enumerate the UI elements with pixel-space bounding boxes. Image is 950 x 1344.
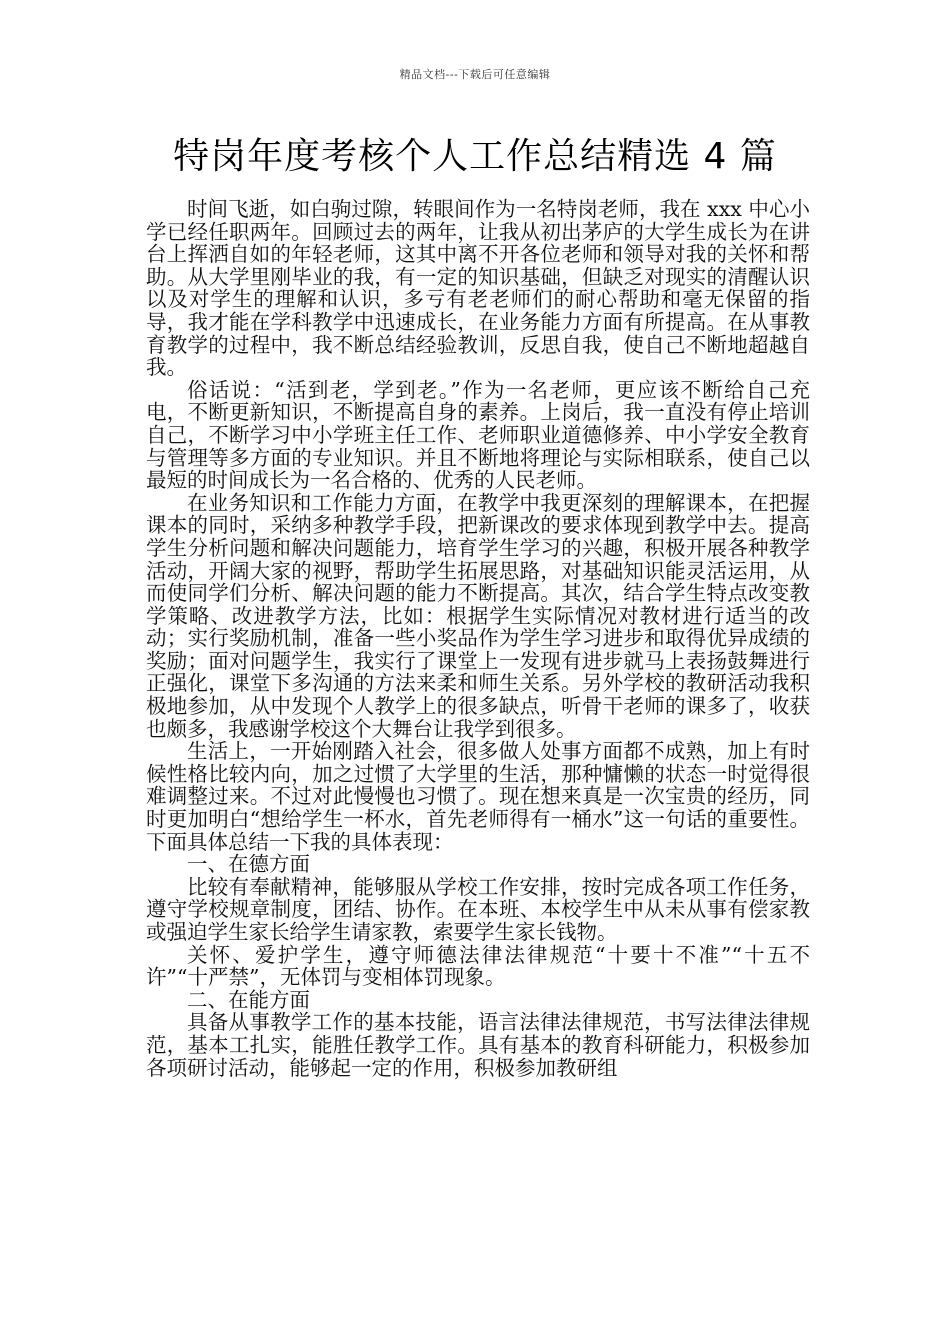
paragraph: 比较有奉献精神，能够服从学校工作安排，按时完成各项工作任务，遵守学校规章制度，团结、协作。在本班、本校学生中从未从事有偿家教或强迫学生家长给学生请家教，索要学生家长钱物。 xyxy=(146,874,810,944)
section-heading: 二、在能方面 xyxy=(187,987,310,1012)
paragraph: 具备从事教学工作的基本技能，语言法律法律规范，书写法律法律规范，基本工扎实，能胜任教学工作。具有基本的教育科研能力，积极参加各项研讨活动，能够起一定的作用，积极参加教研组 xyxy=(146,1010,810,1080)
paragraph: 时间飞逝，如白驹过隙，转眼间作为一名特岗老师，我在 xxx 中心小学已经任职两年。回顾过去的两年，让我从初出茅庐的大学生成长为在讲台上挥洒自如的年轻老师，这其中离不开各位老师和领导对我的关怀和帮助。从大学里刚毕业的我，有一定的知识基础，但缺乏对现实的清醒认识以及对学生的理解和认识，多亏有老老师们的耐心帮助和毫无保留的指导，我才能在学科教学中迅速成长，在业务能力方面有所提高。在从事教育教学的过程中，我不断总结经验教训，反思自我，使自己不断地超越自我。 xyxy=(146,197,810,380)
paragraph: 关怀、爱护学生，遵守师德法律法律规范“十要十不准”“十五不许”“十严禁”，无体罚与变相体罚现象。 xyxy=(146,942,810,990)
paragraph: 生活上，一开始刚踏入社会，很多做人处事方面都不成熟，加上有时候性格比较内向，加之过惯了大学里的生活，那种慵懒的状态一时觉得很难调整过来。不过对此慢慢也习惯了。现在想来真是一次宝贵的经历，同时更加明白“想给学生一杯水，首先老师得有一桶水”这一句话的重要性。下面具体总结一下我的具体表现： xyxy=(146,739,810,854)
paragraph: 在业务知识和工作能力方面，在教学中我更深刻的理解课本，在把握课本的同时，采纳多种教学手段，把新课改的要求体现到教学中去。提高学生分析问题和解决问题能力，培育学生学习的兴趣，积极开展各种教学活动，开阔大家的视野，帮助学生拓展思路，对基础知识能灵活运用，从而使同学们分析、解决问题的能力不断提高。其次，结合学生特点改变教学策略、改进教学方法，比如：根据学生实际情况对教材进行适当的改动；实行奖励机制，准备一些小奖品作为学生学习进步和取得优异成绩的奖励；面对问题学生，我实行了课堂上一发现有进步就马上表扬鼓舞进行正强化，课堂下多沟通的方法来柔和师生关系。另外学校的教研活动我积极地参加，从中发现个人教学上的很多缺点，听骨干老师的课多了，收获也颇多，我感谢学校这个大舞台让我学到很多。 xyxy=(146,490,810,741)
paragraph: 俗话说：“活到老，学到老。”作为一名老师，更应该不断给自己充电，不断更新知识，不断提高自身的素养。上岗后，我一直没有停止培训自己，不断学习中小学班主任工作、老师职业道德修养、中小学安全教育与管理等多方面的专业知识。并且不断地将理论与实际相联系，使自己以最短的时间成长为一名合格的、优秀的人民老师。 xyxy=(146,377,810,493)
document-title: 特岗年度考核个人工作总结精选 4 篇 xyxy=(173,136,777,177)
header-note: 精品文档---下载后可任意编辑 xyxy=(399,68,551,81)
section-heading: 一、在德方面 xyxy=(187,852,310,877)
document-body xyxy=(146,198,810,1079)
